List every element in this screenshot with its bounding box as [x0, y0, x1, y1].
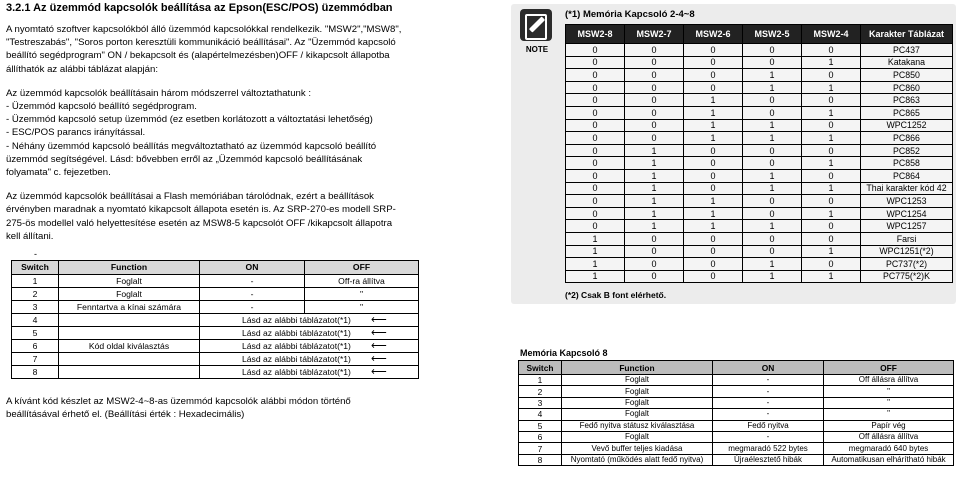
cell-switch: 8 [12, 366, 59, 379]
cell-switch-value: 0 [684, 44, 743, 57]
cell-on: - [713, 409, 824, 420]
cell-switch: 6 [12, 340, 59, 353]
table-row [566, 232, 953, 245]
table-row [566, 132, 953, 145]
table-row [566, 44, 953, 57]
text-line: állíthatók az alábbi táblázat alapján: [6, 63, 159, 75]
text-line: - Néhány üzemmód kapcsoló beállítás megváltoztatható az üzemmód kapcsoló beállító [6, 140, 377, 152]
cell-switch-value: 1 [684, 119, 743, 132]
cell-switch-value: 0 [684, 56, 743, 69]
cell-switch-value: 1 [625, 182, 684, 195]
cell-switch-value: 1 [684, 94, 743, 107]
cell-switch-value: 1 [566, 270, 625, 283]
table-row [566, 169, 953, 182]
cell-switch: 6 [519, 431, 562, 442]
cell-switch: 7 [519, 443, 562, 454]
left-arrow-icon: ⟵ [370, 352, 387, 365]
cell-switch-value: 0 [802, 144, 861, 157]
cell-switch-value: 0 [625, 81, 684, 94]
header-off: OFF [305, 261, 419, 275]
cell-character-table: PC863 [861, 94, 953, 107]
cell-on: Újraélesztető hibák [713, 454, 824, 465]
cell-switch-value: 1 [802, 182, 861, 195]
cell-switch-value: 1 [743, 119, 802, 132]
table-row [566, 94, 953, 107]
cell-switch-value: 1 [566, 232, 625, 245]
cell-switch-value: 1 [743, 132, 802, 145]
memory-switch-note-panel [511, 4, 956, 304]
text-line: Az üzemmód kapcsolók beállításain három módszerrel változtathatunk : [6, 87, 312, 99]
left-arrow-icon: ⟵ [370, 326, 387, 339]
cell-on-merged [200, 353, 419, 366]
cell-switch-value: 0 [566, 44, 625, 57]
cell-switch-value: 1 [743, 69, 802, 82]
cell-switch: 4 [12, 314, 59, 327]
header-character-table: Karakter Táblázat [861, 25, 953, 44]
text-line: érvényben maradnak a nyomtató kikapcsolt állapota esetén is. Az SRP-270-es modell SRP- [6, 204, 396, 216]
cell-switch-value: 1 [802, 245, 861, 258]
cell-switch-value: 0 [625, 106, 684, 119]
table-header-row [519, 361, 954, 375]
cell-switch-value: 0 [566, 207, 625, 220]
cell-switch-value: 0 [684, 169, 743, 182]
memory-switch-title: (*1) Memória Kapcsoló 2-4~8 [565, 9, 695, 20]
cell-switch: 2 [12, 288, 59, 301]
cell-switch-value: 0 [743, 245, 802, 258]
cell-switch-value: 1 [625, 157, 684, 170]
cell-switch-value: 0 [743, 44, 802, 57]
cell-on-text: Lásd az alábbi táblázatot(*1) [242, 327, 351, 338]
cell-switch-value: 0 [802, 220, 861, 233]
text-line: A nyomtató szoftver kapcsolókból álló üzemmód kapcsolókkal rendelkezik. "MSW2","MSW8", [6, 24, 402, 35]
intro-paragraph [6, 23, 463, 76]
table-row [12, 301, 419, 314]
cell-switch-value: 0 [802, 258, 861, 271]
text-line: 275-ös modellel való helyettesítése esetén az MSW8-5 kapcsolót OFF /kikapcsolt állapotra [6, 217, 393, 229]
cell-on: - [713, 375, 824, 386]
table-row [566, 195, 953, 208]
code-set-paragraph [6, 395, 463, 421]
cell-switch-value: 0 [625, 69, 684, 82]
cell-function: Kód oldal kiválasztás [59, 340, 200, 353]
header-switch: Switch [519, 361, 562, 375]
cell-function: Foglalt [562, 409, 713, 420]
cell-on-merged [200, 366, 419, 379]
table-row [12, 288, 419, 301]
table-row [519, 409, 954, 420]
cell-switch: 2 [519, 386, 562, 397]
cell-switch-value: 0 [566, 132, 625, 145]
cell-switch-value: 0 [743, 207, 802, 220]
cell-switch-value: 0 [566, 182, 625, 195]
cell-character-table: WPC1257 [861, 220, 953, 233]
cell-switch-value: 1 [802, 157, 861, 170]
cell-switch-value: 1 [743, 169, 802, 182]
dash-mark: - [34, 249, 37, 260]
cell-off: Off állásra állítva [824, 431, 954, 442]
header-msw2-7: MSW2-7 [625, 25, 684, 44]
cell-switch-value: 1 [684, 106, 743, 119]
cell-switch-value: 1 [566, 258, 625, 271]
cell-on: Fedő nyitva [713, 420, 824, 431]
table-row [12, 353, 419, 366]
table-row [519, 420, 954, 431]
text-line: üzemmód segítségével. Lásd: bővebben erről az „Üzemmód kapcsoló beállításának [6, 153, 363, 165]
cell-off: " [824, 409, 954, 420]
msw8-switch-table [518, 360, 954, 466]
cell-switch-value: 0 [566, 220, 625, 233]
text-line: Az üzemmód kapcsolók beállításai a Flash memóriában tárolódnak, ezért a beállítások [6, 191, 374, 203]
table-row [566, 182, 953, 195]
cell-off: " [824, 397, 954, 408]
cell-switch-value: 1 [625, 169, 684, 182]
cell-function: Foglalt [562, 375, 713, 386]
cell-switch-value: 0 [625, 44, 684, 57]
cell-on: - [200, 275, 305, 288]
msw2-switch-table [11, 260, 419, 379]
cell-character-table: PC866 [861, 132, 953, 145]
cell-switch-value: 0 [684, 69, 743, 82]
cell-switch-value: 0 [566, 144, 625, 157]
cell-off: Off állásra állítva [824, 375, 954, 386]
cell-switch-value: 0 [566, 56, 625, 69]
cell-switch: 3 [519, 397, 562, 408]
cell-switch-value: 1 [802, 106, 861, 119]
table-row [566, 81, 953, 94]
cell-switch-value: 1 [625, 220, 684, 233]
cell-switch-value: 0 [566, 157, 625, 170]
cell-switch-value: 0 [743, 157, 802, 170]
cell-switch-value: 0 [625, 232, 684, 245]
cell-switch-value: 0 [566, 119, 625, 132]
table-row [566, 258, 953, 271]
text-line: "Testreszabás", "Soros porton keresztüli kommunikáció beállításai". Az "Üzemmód kapcsoló [6, 37, 396, 49]
cell-character-table: PC437 [861, 44, 953, 57]
cell-switch-value: 0 [743, 94, 802, 107]
cell-switch-value: 0 [625, 270, 684, 283]
cell-character-table: PC850 [861, 69, 953, 82]
footnote: (*2) Csak B font elérhető. [565, 290, 667, 300]
table-row [519, 375, 954, 386]
cell-switch-value: 0 [566, 106, 625, 119]
left-arrow-icon: ⟵ [370, 313, 387, 326]
cell-character-table: PC860 [861, 81, 953, 94]
cell-character-table: WPC1254 [861, 207, 953, 220]
cell-switch: 1 [519, 375, 562, 386]
cell-function: Foglalt [562, 431, 713, 442]
cell-switch-value: 0 [684, 182, 743, 195]
text-line: beállításával érhető el. (Beállítási érték : Hexadecimális) [6, 409, 245, 421]
cell-character-table: PC852 [861, 144, 953, 157]
cell-switch-value: 0 [743, 232, 802, 245]
header-function: Function [562, 361, 713, 375]
cell-switch-value: 1 [802, 81, 861, 94]
table-row [566, 69, 953, 82]
cell-switch-value: 1 [684, 220, 743, 233]
cell-function [59, 353, 200, 366]
cell-function: Foglalt [59, 275, 200, 288]
cell-switch-value: 0 [802, 44, 861, 57]
cell-switch-value: 0 [684, 144, 743, 157]
cell-switch-value: 0 [566, 81, 625, 94]
table-row [519, 431, 954, 442]
cell-on: megmaradó 522 bytes [713, 443, 824, 454]
cell-on: - [713, 431, 824, 442]
table-row [12, 327, 419, 340]
table-header-row [12, 261, 419, 275]
text-line: - Üzemmód kapcsoló setup üzemmód (ez esetben korlátozott a változtatási lehetőség) [6, 114, 373, 126]
cell-switch-value: 0 [566, 169, 625, 182]
cell-character-table: WPC1251(*2) [861, 245, 953, 258]
cell-switch-value: 0 [743, 144, 802, 157]
cell-off: megmaradó 640 bytes [824, 443, 954, 454]
cell-function: Fenntartva a kínai számára [59, 301, 200, 314]
cell-character-table: PC858 [861, 157, 953, 170]
table-row [566, 270, 953, 283]
cell-on: - [713, 386, 824, 397]
cell-function: Fedő nyitva státusz kiválasztása [562, 420, 713, 431]
cell-switch-value: 0 [566, 195, 625, 208]
header-function: Function [59, 261, 200, 275]
cell-switch-value: 0 [684, 81, 743, 94]
cell-switch-value: 1 [566, 245, 625, 258]
header-on: ON [713, 361, 824, 375]
cell-switch-value: 0 [684, 245, 743, 258]
cell-switch-value: 0 [625, 119, 684, 132]
cell-on-merged [200, 327, 419, 340]
cell-character-table: WPC1252 [861, 119, 953, 132]
cell-on-text: Lásd az alábbi táblázatot(*1) [242, 353, 351, 364]
cell-character-table: PC737(*2) [861, 258, 953, 271]
cell-switch-value: 0 [743, 56, 802, 69]
cell-switch-value: 0 [802, 69, 861, 82]
cell-switch-value: 0 [625, 258, 684, 271]
cell-switch: 8 [519, 454, 562, 465]
header-switch: Switch [12, 261, 59, 275]
memory-switch-8-title: Memória Kapcsoló 8 [520, 348, 608, 358]
cell-switch-value: 1 [743, 220, 802, 233]
cell-switch-value: 1 [743, 81, 802, 94]
cell-switch-value: 0 [625, 132, 684, 145]
cell-switch-value: 1 [684, 207, 743, 220]
methods-paragraph [6, 87, 463, 179]
cell-switch-value: 1 [802, 132, 861, 145]
cell-on: - [200, 301, 305, 314]
left-arrow-icon: ⟵ [370, 365, 387, 378]
header-msw2-6: MSW2-6 [684, 25, 743, 44]
table-row [12, 314, 419, 327]
text-line: folyamata" c. fejezetben. [6, 167, 111, 179]
cell-switch-value: 1 [684, 195, 743, 208]
cell-off: " [824, 386, 954, 397]
cell-on-merged [200, 314, 419, 327]
cell-on: - [200, 288, 305, 301]
cell-off: " [305, 288, 419, 301]
cell-character-table: PC865 [861, 106, 953, 119]
cell-switch-value: 1 [802, 270, 861, 283]
cell-character-table: Farsi [861, 232, 953, 245]
left-column [6, 2, 463, 432]
cell-switch-value: 0 [743, 195, 802, 208]
table-row [519, 443, 954, 454]
cell-switch-value: 0 [802, 119, 861, 132]
table-row [519, 454, 954, 465]
cell-on-text: Lásd az alábbi táblázatot(*1) [242, 340, 351, 351]
cell-function: Nyomtató (működés alatt fedő nyitva) [562, 454, 713, 465]
header-on: ON [200, 261, 305, 275]
cell-switch-value: 0 [625, 94, 684, 107]
header-msw2-4: MSW2-4 [802, 25, 861, 44]
table-row [566, 157, 953, 170]
text-line: beállító segédprogram" ON / bekapcsolt és (alapértelmezésben)OFF / kikapcsolt állapotba [6, 50, 390, 62]
note-badge [517, 9, 557, 54]
note-pencil-icon [520, 9, 552, 41]
text-line: A kívánt kód készlet az MSW2-4~8-as üzemmód kapcsolók alábbi módon történő [6, 396, 351, 408]
cell-switch-value: 0 [684, 258, 743, 271]
cell-switch-value: 1 [802, 56, 861, 69]
table-row [566, 119, 953, 132]
cell-function: Foglalt [59, 288, 200, 301]
cell-switch: 3 [12, 301, 59, 314]
table-row [566, 207, 953, 220]
cell-on-merged [200, 340, 419, 353]
header-msw2-8: MSW2-8 [566, 25, 625, 44]
cell-character-table: Katakana [861, 56, 953, 69]
cell-switch-value: 1 [743, 270, 802, 283]
header-msw2-5: MSW2-5 [743, 25, 802, 44]
table-row [566, 56, 953, 69]
cell-switch-value: 0 [625, 245, 684, 258]
cell-character-table: Thai karakter kód 42 [861, 182, 953, 195]
cell-switch-value: 1 [625, 195, 684, 208]
cell-switch-value: 1 [743, 258, 802, 271]
cell-switch-value: 1 [802, 207, 861, 220]
cell-switch-value: 0 [802, 232, 861, 245]
cell-off: Papír vég [824, 420, 954, 431]
table-row [519, 386, 954, 397]
cell-switch-value: 1 [625, 144, 684, 157]
text-line: kell állítani. [6, 230, 54, 242]
cell-switch-value: 0 [802, 195, 861, 208]
cell-switch-value: 0 [684, 157, 743, 170]
table-row [12, 340, 419, 353]
cell-function [59, 366, 200, 379]
table-row [566, 220, 953, 233]
cell-function [59, 314, 200, 327]
cell-switch-value: 0 [566, 69, 625, 82]
cell-switch-value: 1 [743, 182, 802, 195]
text-line: - Üzemmód kapcsoló beállító segédprogram. [6, 101, 197, 113]
cell-function: Vevő buffer teljes kiadása [562, 443, 713, 454]
table-row [566, 144, 953, 157]
text-line: - ESC/POS parancs irányítással. [6, 127, 146, 139]
cell-switch-value: 0 [802, 169, 861, 182]
table-header-row [566, 25, 953, 44]
character-table [565, 24, 953, 283]
table-row [519, 397, 954, 408]
cell-switch-value: 0 [566, 94, 625, 107]
table-row [566, 245, 953, 258]
table-row [566, 106, 953, 119]
cell-off: " [305, 301, 419, 314]
table-row [12, 366, 419, 379]
cell-on-text: Lásd az alábbi táblázatot(*1) [242, 314, 351, 325]
cell-character-table: WPC1253 [861, 195, 953, 208]
cell-switch-value: 0 [684, 270, 743, 283]
cell-function: Foglalt [562, 386, 713, 397]
section-title: 3.2.1 Az üzemmód kapcsolók beállítása az Epson(ESC/POS) üzemmódban [6, 2, 393, 14]
cell-switch: 4 [519, 409, 562, 420]
note-label: NOTE [525, 45, 549, 54]
flash-paragraph [6, 190, 463, 243]
cell-switch-value: 0 [625, 56, 684, 69]
cell-switch: 5 [12, 327, 59, 340]
cell-switch-value: 0 [684, 232, 743, 245]
cell-switch: 5 [519, 420, 562, 431]
cell-switch-value: 1 [625, 207, 684, 220]
cell-switch-value: 1 [684, 132, 743, 145]
cell-switch: 7 [12, 353, 59, 366]
left-arrow-icon: ⟵ [370, 339, 387, 352]
cell-function: Foglalt [562, 397, 713, 408]
cell-on-text: Lásd az alábbi táblázatot(*1) [242, 366, 351, 377]
header-off: OFF [824, 361, 954, 375]
cell-off: Off-ra állítva [305, 275, 419, 288]
cell-off: Automatikusan elhárítható hibák [824, 454, 954, 465]
cell-character-table: PC864 [861, 169, 953, 182]
cell-on: - [713, 397, 824, 408]
cell-switch: 1 [12, 275, 59, 288]
cell-character-table: PC775(*2)K [861, 270, 953, 283]
cell-function [59, 327, 200, 340]
cell-switch-value: 0 [802, 94, 861, 107]
table-row [12, 275, 419, 288]
cell-switch-value: 0 [743, 106, 802, 119]
